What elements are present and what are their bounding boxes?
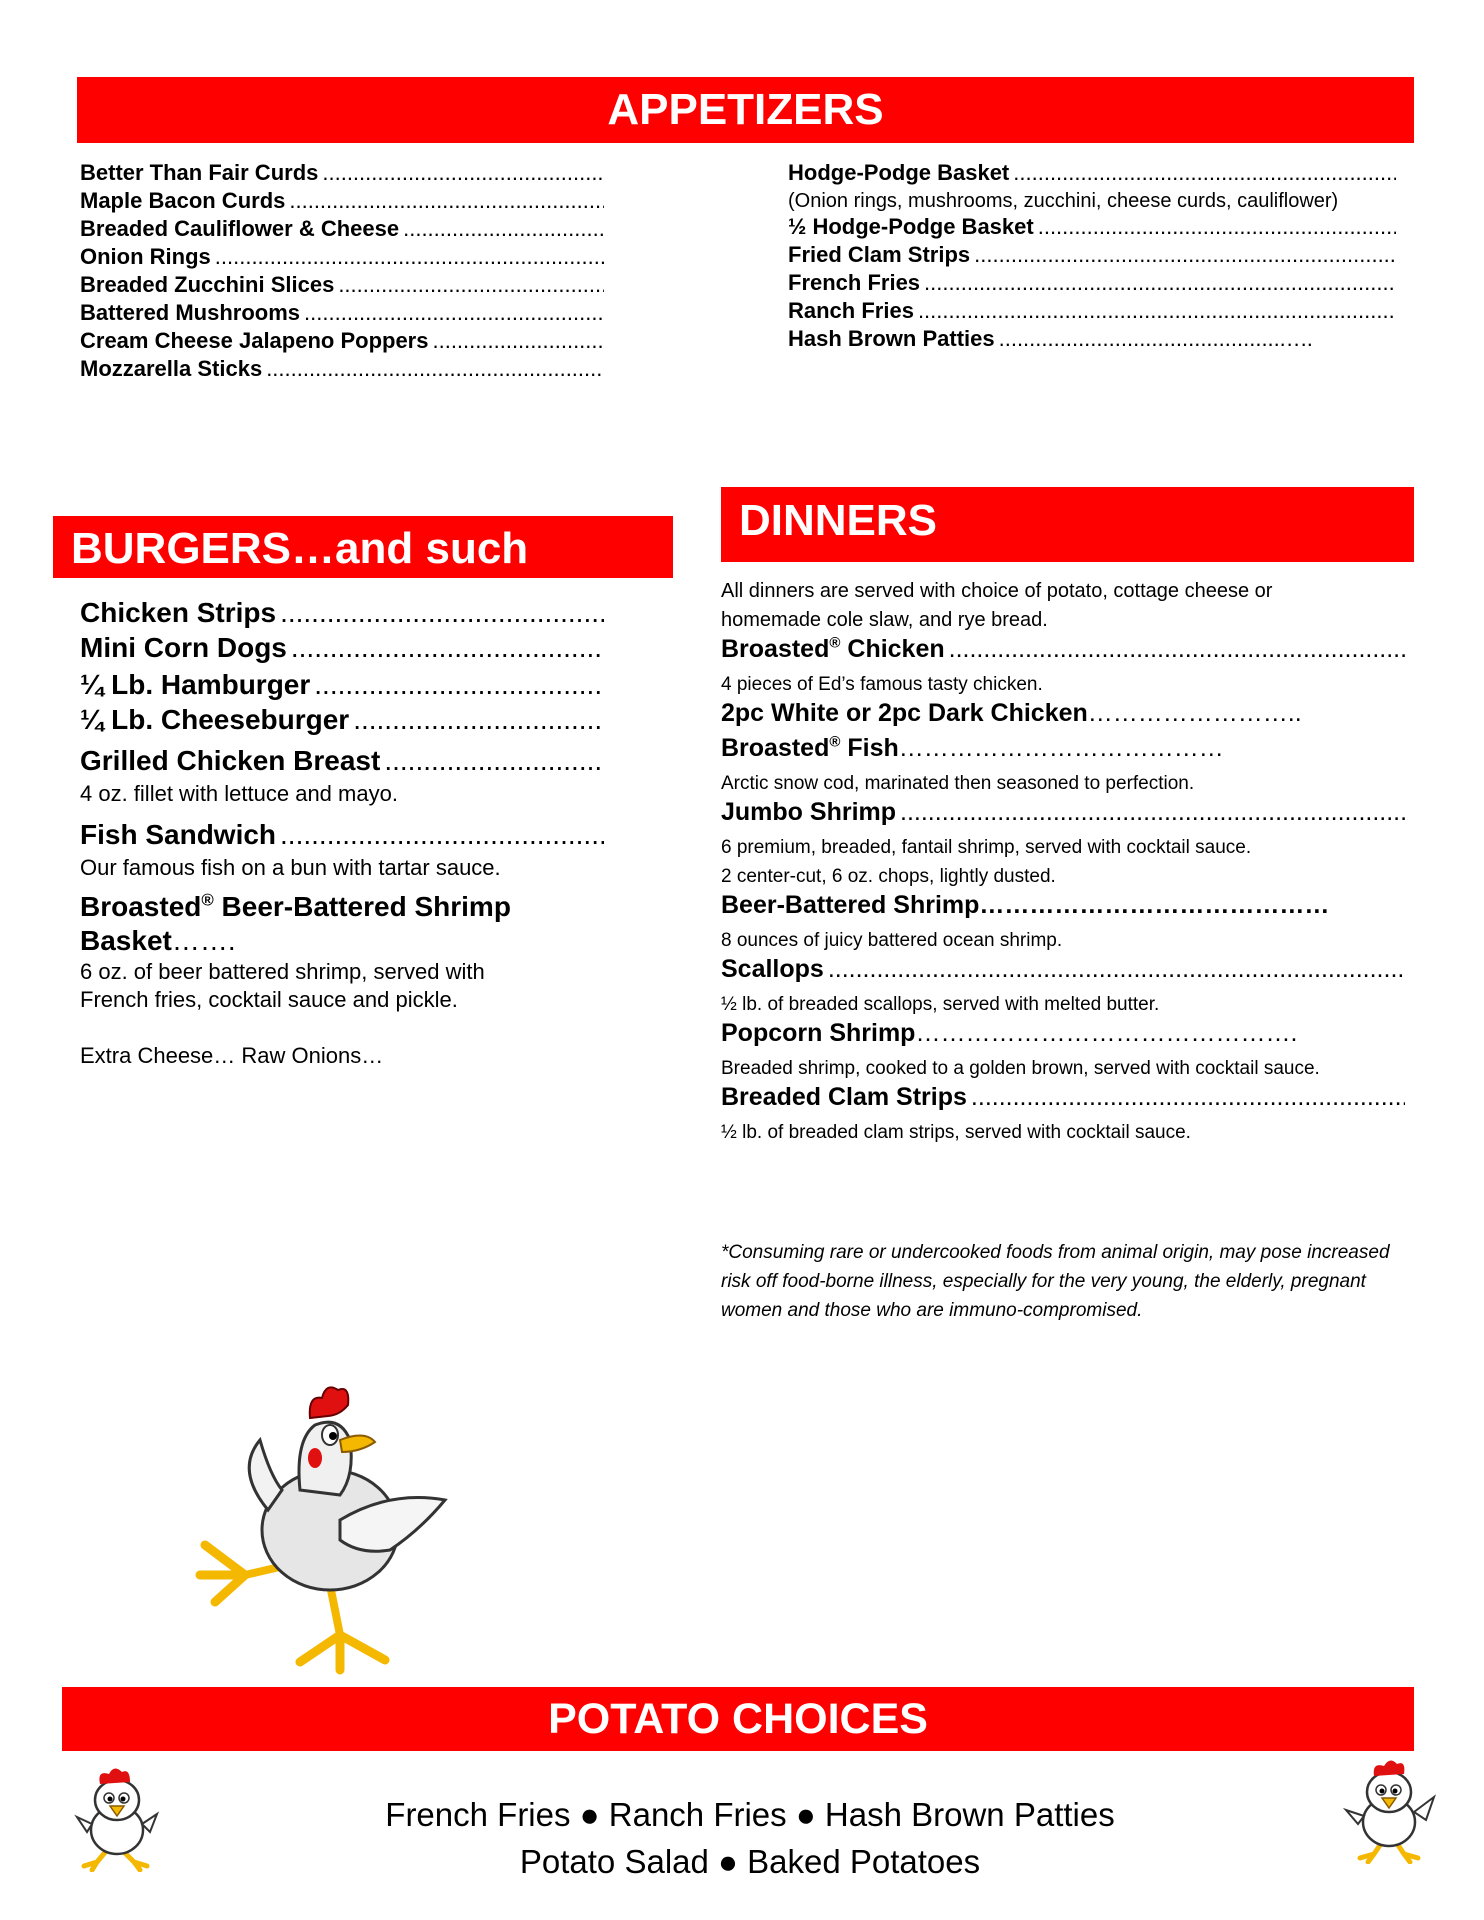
- item-description: Breaded shrimp, cooked to a golden brown, served with cocktail sauce.: [721, 1058, 1320, 1079]
- appetizers-heading: APPETIZERS: [77, 77, 1414, 143]
- dinners-intro: All dinners are served with choice of potato, cottage cheese or homemade cole slaw, and rye bread.: [721, 580, 1273, 631]
- dot-leader: [999, 326, 1279, 352]
- dot-leader: [949, 635, 1405, 664]
- item-name: Mozzarella Sticks: [80, 356, 263, 381]
- item-name: 2pc White or 2pc Dark Chicken: [721, 699, 1088, 727]
- item-name: Breaded Zucchini Slices: [80, 272, 335, 297]
- dot-leader: [353, 704, 604, 736]
- item-description: Arctic snow cod, marinated then seasoned to perfection.: [721, 773, 1195, 794]
- menu-item: [80, 300, 604, 328]
- dot-leader: [432, 328, 604, 354]
- item-name: ½ Hodge-Podge Basket: [788, 214, 1034, 239]
- dot-leader: ……………………………………….: [915, 1019, 1298, 1047]
- potato-choices-list: [300, 1791, 1200, 1885]
- dot-leader: [314, 669, 604, 701]
- item-name: Hodge-Podge Basket: [788, 160, 1010, 185]
- menu-item: [788, 242, 1396, 270]
- item-description: 2 center-cut, 6 oz. chops, lightly dusted.: [721, 866, 1056, 887]
- dot-leader: [266, 356, 604, 382]
- item-description: ½ lb. of breaded clam strips, served with cocktail sauce.: [721, 1122, 1191, 1143]
- item-description: 8 ounces of juicy battered ocean shrimp.: [721, 930, 1063, 951]
- item-name: ¼ Lb. Cheeseburger: [80, 704, 350, 735]
- menu-item: [80, 272, 604, 300]
- dot-leader: [280, 819, 604, 851]
- dot-leader: [304, 300, 604, 326]
- item-name: Hash Brown Patties: [788, 326, 995, 351]
- registered-mark: ®: [201, 890, 214, 910]
- burgers-list: [80, 597, 604, 1070]
- dot-leader: [215, 244, 604, 270]
- burgers-heading: BURGERS…and such: [53, 516, 673, 578]
- menu-item: [80, 704, 604, 739]
- dot-leader: ……………………..: [1087, 699, 1302, 727]
- dot-leader: [971, 1083, 1405, 1112]
- item-name: Battered Mushrooms: [80, 300, 301, 325]
- menu-item: [721, 798, 1405, 833]
- item-name: Fish Sandwich: [80, 819, 277, 850]
- dot-tail: …..: [1278, 326, 1313, 351]
- menu-item: [788, 298, 1396, 326]
- menu-item: [80, 745, 604, 780]
- potato-choices-heading: POTATO CHOICES: [62, 1687, 1414, 1751]
- small-chicken-icon: [62, 1762, 172, 1872]
- dot-leader: [384, 745, 604, 777]
- item-name: ¼ Lb. Hamburger: [80, 669, 311, 700]
- item-name: French Fries: [788, 270, 921, 295]
- item-name: Broasted® Chicken: [721, 635, 945, 663]
- small-chicken-icon: [1334, 1752, 1444, 1864]
- menu-item: [721, 955, 1405, 990]
- dinners-heading: DINNERS: [721, 487, 1414, 562]
- dot-leader: [280, 597, 604, 629]
- dot-leader: [338, 272, 604, 298]
- menu-item: [80, 216, 604, 244]
- menu-item: [788, 326, 1343, 354]
- item-name: Broasted® Fish: [721, 734, 899, 762]
- item-name: Ranch Fries: [788, 298, 914, 323]
- item-description: 6 premium, breaded, fantail shrimp, served with cocktail sauce.: [721, 837, 1252, 858]
- menu-item: [721, 699, 1421, 734]
- menu-item: [80, 160, 604, 188]
- menu-item: [788, 214, 1396, 242]
- item-description: (Onion rings, mushrooms, zucchini, cheese curds, cauliflower): [788, 190, 1339, 212]
- menu-item: [788, 270, 1396, 298]
- menu-item: [721, 891, 1421, 926]
- menu-item: [721, 734, 1421, 769]
- item-description: Our famous fish on a bun with tartar sauce.: [80, 855, 501, 880]
- dot-leader: [289, 188, 604, 214]
- dot-leader: …………………………………: [898, 734, 1224, 762]
- item-name-cont: Basket: [80, 925, 172, 956]
- potato-line: Potato Salad ● Baked Potatoes: [519, 1843, 981, 1880]
- appetizers-left-list: [80, 160, 604, 384]
- menu-item: [721, 1019, 1421, 1054]
- dot-leader: [403, 216, 604, 242]
- menu-item: [80, 356, 604, 384]
- menu-item: [80, 597, 604, 632]
- item-name: Chicken Strips: [80, 597, 277, 628]
- item-name: Breaded Clam Strips: [721, 1083, 967, 1111]
- menu-item: [721, 635, 1405, 670]
- item-name-cont: Beer-Battered Shrimp: [213, 891, 511, 922]
- chicken-mascot-icon: [190, 1380, 460, 1680]
- dinners-list: [721, 577, 1421, 1147]
- dot-leader: [1038, 214, 1396, 240]
- menu-item: [80, 244, 604, 272]
- dot-leader: [322, 160, 604, 186]
- item-description: 6 oz. of beer battered shrimp, served with: [80, 959, 485, 984]
- item-description: 4 pieces of Ed’s famous tasty chicken.: [721, 674, 1043, 695]
- item-name: Breaded Cauliflower & Cheese: [80, 216, 400, 241]
- extras-line: Extra Cheese… Raw Onions…: [80, 1043, 384, 1068]
- dot-leader: ……………………………………: [979, 891, 1330, 919]
- dot-leader: [974, 242, 1396, 268]
- menu-item: [80, 819, 604, 854]
- item-name: Fried Clam Strips: [788, 242, 971, 267]
- dot-leader: …….: [171, 925, 236, 956]
- menu-item: [788, 160, 1396, 188]
- appetizers-right-list: [788, 160, 1396, 354]
- registered-mark: ®: [829, 734, 841, 751]
- item-name: Broasted: [80, 891, 202, 922]
- dot-leader: [1013, 160, 1396, 186]
- item-name: Popcorn Shrimp: [721, 1019, 916, 1047]
- item-name: Scallops: [721, 955, 824, 983]
- dot-leader: [900, 798, 1405, 827]
- menu-item: [721, 1083, 1405, 1118]
- item-name: Maple Bacon Curds: [80, 188, 286, 213]
- item-description: ½ lb. of breaded scallops, served with melted butter.: [721, 994, 1160, 1015]
- menu-item: [80, 890, 604, 958]
- registered-mark: ®: [829, 635, 841, 652]
- menu-item: [80, 669, 604, 704]
- dot-leader: [924, 270, 1396, 296]
- dot-leader: [291, 632, 604, 664]
- menu-item: [80, 188, 604, 216]
- menu-item: [80, 632, 604, 667]
- potato-line: French Fries ● Ranch Fries ● Hash Brown Patties: [385, 1796, 1115, 1833]
- menu-item: [80, 328, 604, 356]
- item-description: 4 oz. fillet with lettuce and mayo.: [80, 781, 398, 806]
- item-name: Beer-Battered Shrimp: [721, 891, 980, 919]
- item-name: Mini Corn Dogs: [80, 632, 287, 663]
- item-name: Grilled Chicken Breast: [80, 745, 381, 776]
- dot-leader: [828, 955, 1405, 984]
- item-name: Jumbo Shrimp: [721, 798, 897, 826]
- dot-leader: [918, 298, 1396, 324]
- item-name: Better Than Fair Curds: [80, 160, 319, 185]
- item-description: French fries, cocktail sauce and pickle.: [80, 987, 458, 1012]
- item-name: Cream Cheese Jalapeno Poppers: [80, 328, 429, 353]
- food-safety-disclaimer: *Consuming rare or undercooked foods from animal origin, may pose increased risk off food-borne illness, especially for the very young, the elderly, pregnant women and those who are immuno-compromised.: [721, 1242, 1390, 1321]
- item-name: Onion Rings: [80, 244, 211, 269]
